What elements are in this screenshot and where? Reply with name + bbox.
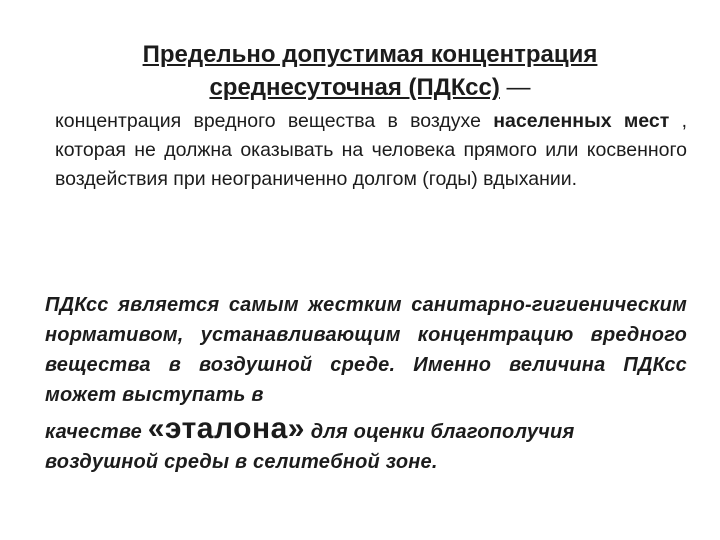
note-text-2: качестве: [45, 421, 148, 443]
title-line-2: среднесуточная (ПДКсс): [209, 74, 500, 101]
definition-text-2: , которая не должна оказывать на человека прямого или косвенного воздействия при неограниченно долгом (годы) вдыхании.: [55, 110, 687, 190]
slide-title: [60, 38, 680, 104]
definition-text-1: концентрация вредного вещества в воздухе: [55, 110, 494, 132]
note-paragraph: [45, 290, 687, 477]
definition-bold-term: населенных мест: [493, 110, 670, 132]
title-dash: —: [499, 74, 531, 101]
note-text-3: для оценки благополучия: [304, 421, 575, 443]
title-line-1: Предельно допустимая концентрация: [142, 41, 598, 68]
note-emphasis: «эталона»: [147, 412, 305, 445]
definition-paragraph: [55, 107, 687, 194]
note-text-1: ПДКсс является самым жестким санитарно-гигиеническим нормативом, устанавливающим концентрацию вредного вещества в воздушной среде. Именно величина ПДКсс может выступать в: [45, 294, 687, 406]
note-text-4: воздушной среды в селитебной зоне.: [45, 451, 438, 473]
